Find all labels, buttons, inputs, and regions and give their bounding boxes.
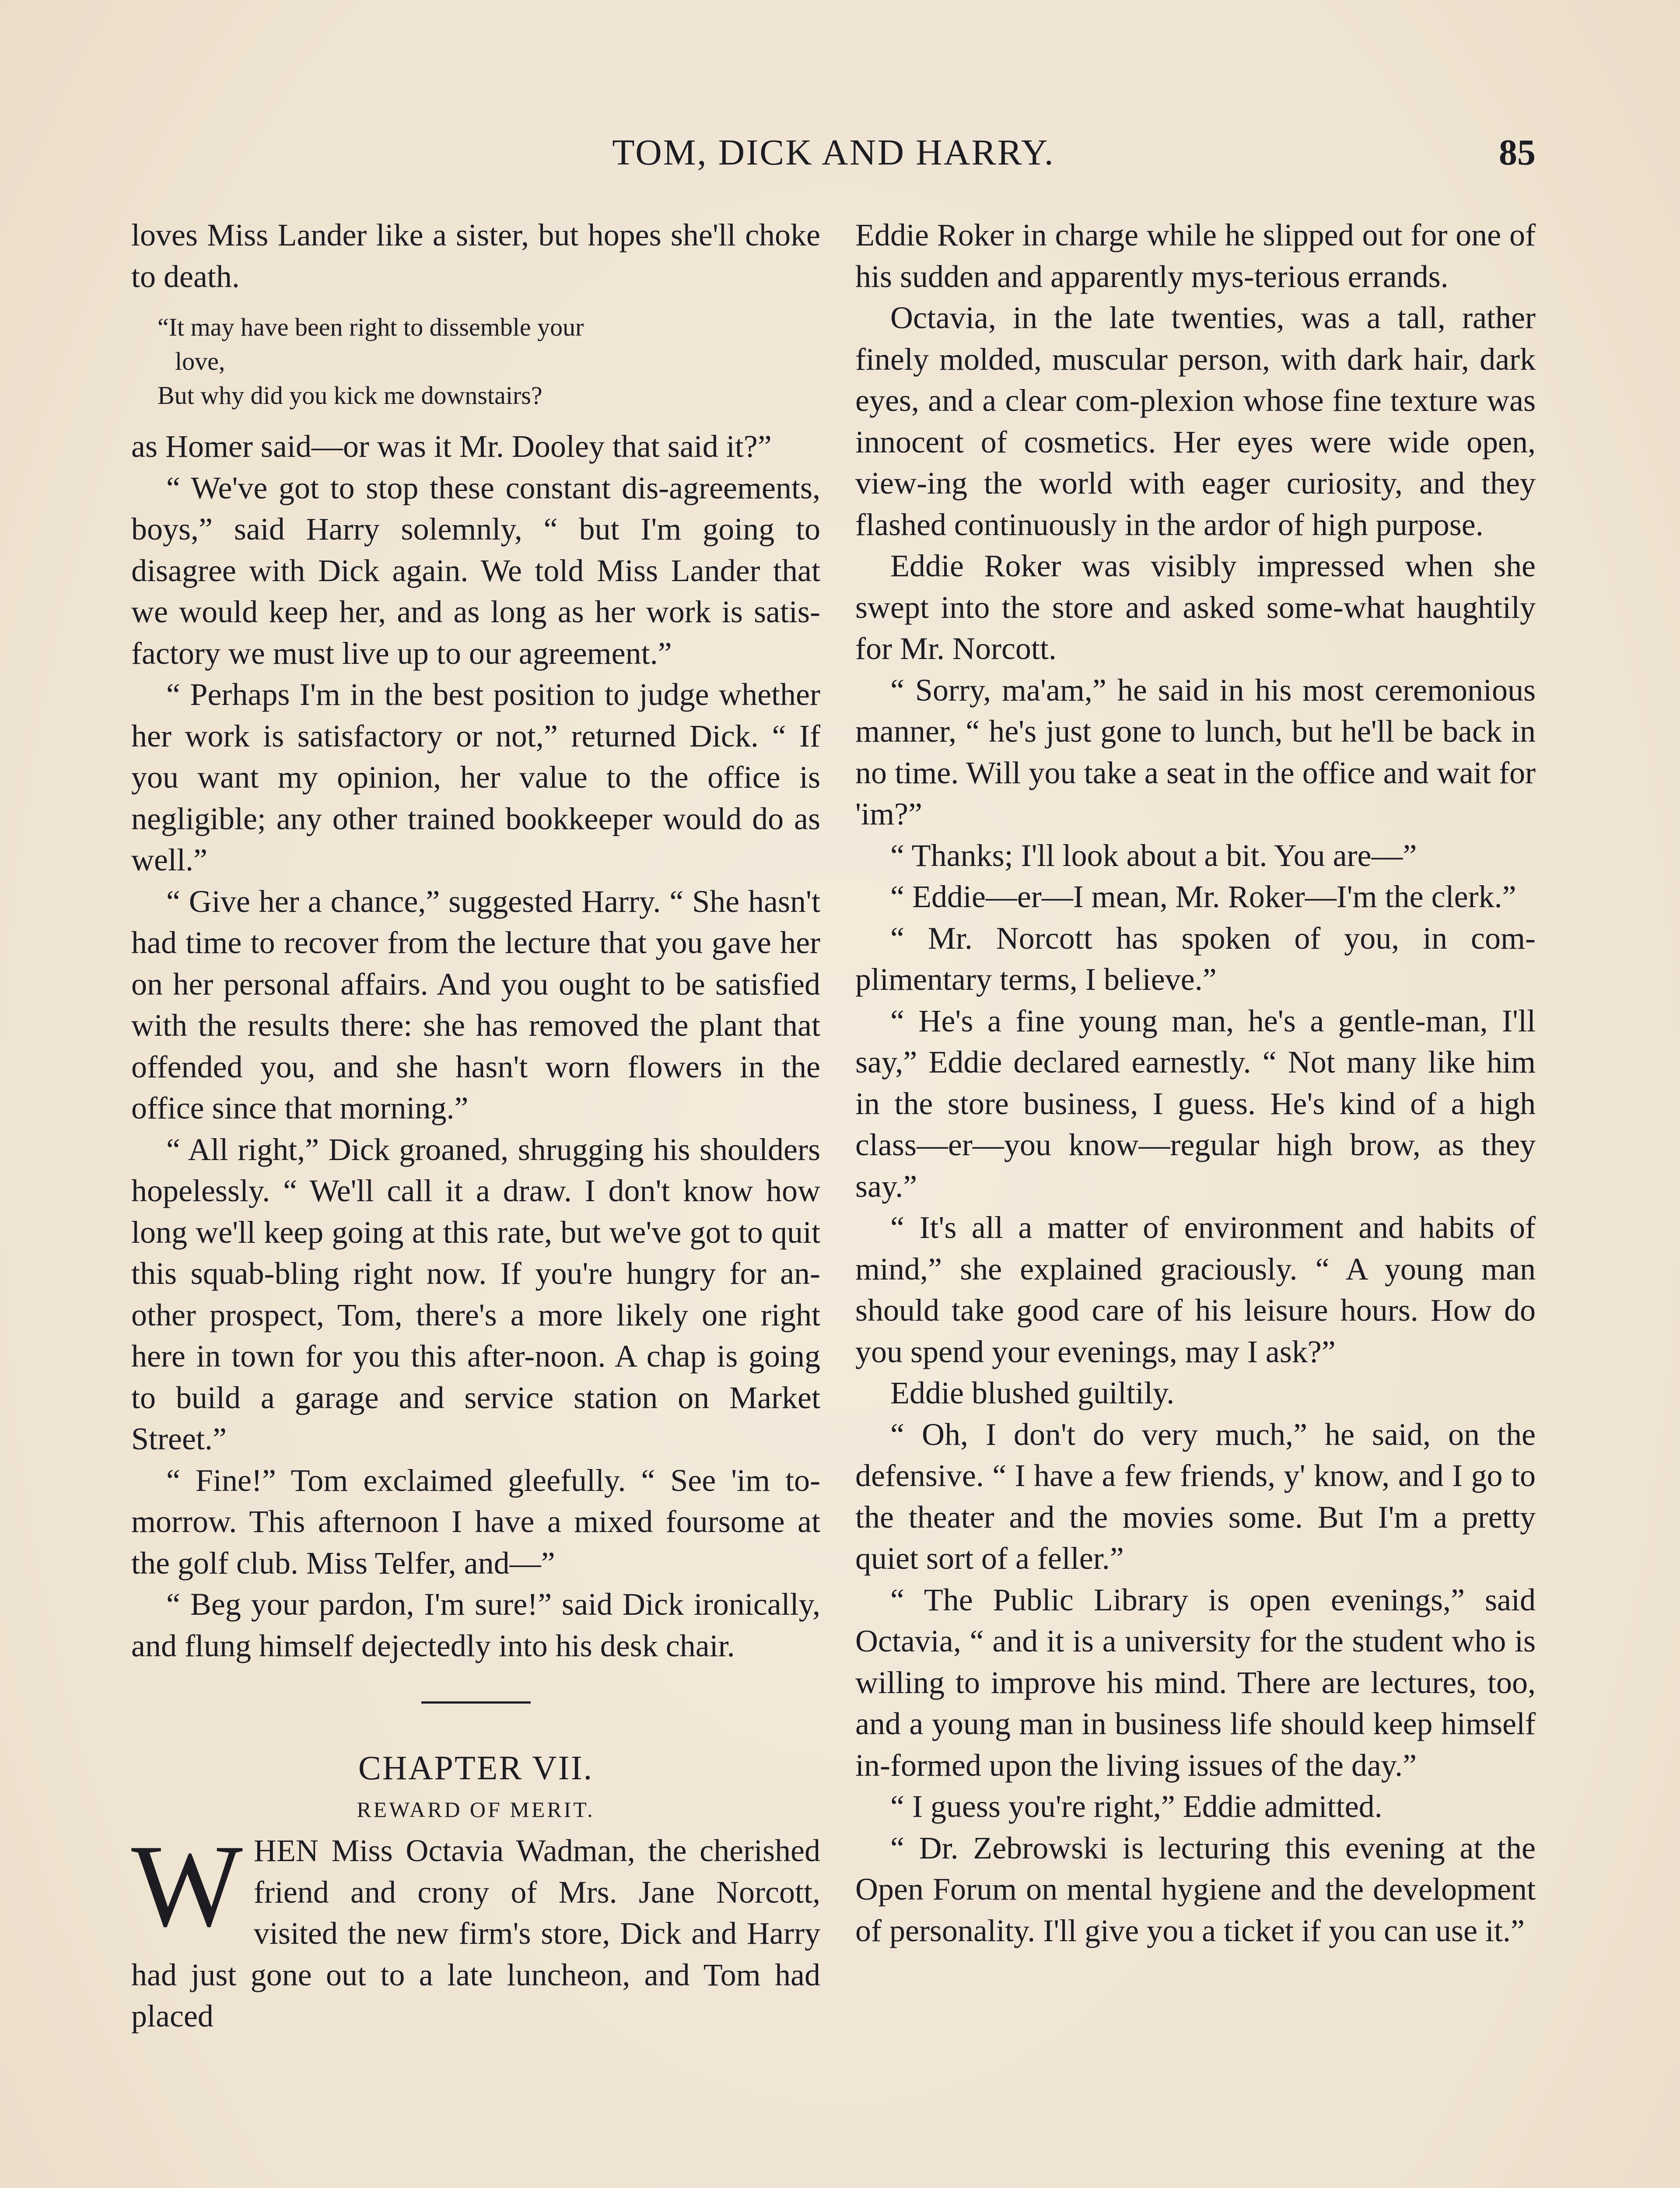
right-column	[855, 214, 1536, 1951]
verse-line: “It may have been right to dissemble your	[158, 313, 584, 341]
paragraph: “ Fine!” Tom exclaimed gleefully. “ See 'im to-morrow. This afternoon I have a mixed foursome at the golf club. Miss Telfer, and—”	[131, 1462, 820, 1581]
verse-line: love,	[175, 347, 225, 375]
paragraph: “ All right,” Dick groaned, shrugging his shoulders hopelessly. “ We'll call it a draw. I don't know how long we'll keep going at this rate, but we've got to quit this squab-bling right now. If you're hungry for an-other prospect, Tom, there's a more likely one right here in town for you this after-noon. A chap is going to build a garage and service station on Market Street.”	[131, 1132, 820, 1456]
paragraph: “ Mr. Norcott has spoken of you, in com-plimentary terms, I believe.”	[855, 920, 1536, 997]
page-number: 85	[1499, 132, 1536, 173]
paragraph: “ Give her a chance,” suggested Harry. “ She hasn't had time to recover from the lecture that you gave her on her personal affairs. And you ought to be satisfied with the results there: she has removed the plant that offended you, and she hasn't worn flowers in the office since that morning.”	[131, 884, 820, 1126]
page-header	[131, 131, 1536, 179]
paragraph: loves Miss Lander like a sister, but hopes she'll choke to death.	[131, 217, 820, 294]
paragraph: Eddie Roker in charge while he slipped out for one of his sudden and apparently mys-terious errands.	[855, 217, 1536, 294]
paragraph: “ Perhaps I'm in the best position to judge whether her work is satisfactory or not,” returned Dick. “ If you want my opinion, her value to the office is negligible; any other trained bookkeeper would do as well.”	[131, 677, 820, 877]
left-column	[131, 214, 820, 2037]
paragraph: Octavia, in the late twenties, was a tall, rather finely molded, muscular person, with dark hair, dark eyes, and a clear com-plexion whose fine texture was innocent of cosmetics. Her eyes were wide open, view-ing the world with eager curiosity, and they flashed continuously in the ardor of high purpose.	[855, 300, 1536, 542]
paragraph: “ The Public Library is open evenings,” said Octavia, “ and it is a university for the student who is willing to improve his mind. There are lectures, too, and a young man in business life should keep himself in-formed upon the living issues of the day.”	[855, 1582, 1536, 1783]
paragraph: “ We've got to stop these constant dis-agreements, boys,” said Harry solemnly, “ but I'm going to disagree with Dick again. We told Miss Lander that we would keep her, and as long as her work is satis-factory we must live up to our agreement.”	[131, 470, 820, 671]
paragraph: “ Beg your pardon, I'm sure!” said Dick ironically, and flung himself dejectedly into his desk chair.	[131, 1587, 820, 1663]
drop-cap: W	[131, 1820, 243, 1951]
paragraph: Eddie Roker was visibly impressed when she swept into the store and asked some-what haughtily for Mr. Norcott.	[855, 548, 1536, 666]
paragraph: “ Oh, I don't do very much,” he said, on the defensive. “ I have a few friends, y' know, and I go to the theater and the movies some. But I'm a pretty quiet sort of a feller.”	[855, 1417, 1536, 1576]
paragraph: “ I guess you're right,” Eddie admitted.	[890, 1789, 1382, 1824]
section-divider	[421, 1701, 531, 1704]
paragraph: “ Sorry, ma'am,” he said in his most ceremonious manner, “ he's just gone to lunch, but he'll be back in no time. Will you take a seat in the office and wait for 'im?”	[855, 672, 1536, 831]
verse-line: But why did you kick me downstairs?	[158, 381, 542, 410]
chapter-opening-paragraph	[131, 1820, 820, 2037]
paragraph: “ He's a fine young man, he's a gentle-man, I'll say,” Eddie declared earnestly. “ Not many like him in the store business, I guess. He's kind of a high class—er—you know—regular high brow, as they say.”	[855, 1003, 1536, 1204]
paragraph: “ Eddie—er—I mean, Mr. Roker—I'm the clerk.”	[890, 879, 1516, 914]
chapter-title: CHAPTER VII.	[358, 1749, 594, 1787]
paragraph: as Homer said—or was it Mr. Dooley that said it?”	[131, 429, 772, 464]
paragraph-text: HEN Miss Octavia Wadman, the cherished friend and crony of Mrs. Jane Norcott, visited the new firm's store, Dick and Harry had just gone out to a late luncheon, and Tom had placed	[131, 1833, 820, 2034]
paragraph: “ Dr. Zebrowski is lecturing this evening at the Open Forum on mental hygiene and the development of personality. I'll give you a ticket if you can use it.”	[855, 1830, 1536, 1948]
paragraph: “ It's all a matter of environment and habits of mind,” she explained graciously. “ A young man should take good care of his leisure hours. How do you spend your evenings, may I ask?”	[855, 1210, 1536, 1369]
running-title: TOM, DICK AND HARRY.	[612, 132, 1055, 173]
paragraph: “ Thanks; I'll look about a bit. You are—”	[890, 838, 1417, 873]
paragraph: Eddie blushed guiltily.	[890, 1375, 1175, 1410]
chapter-subtitle: REWARD OF MERIT.	[357, 1797, 595, 1822]
verse-quote	[158, 310, 820, 413]
